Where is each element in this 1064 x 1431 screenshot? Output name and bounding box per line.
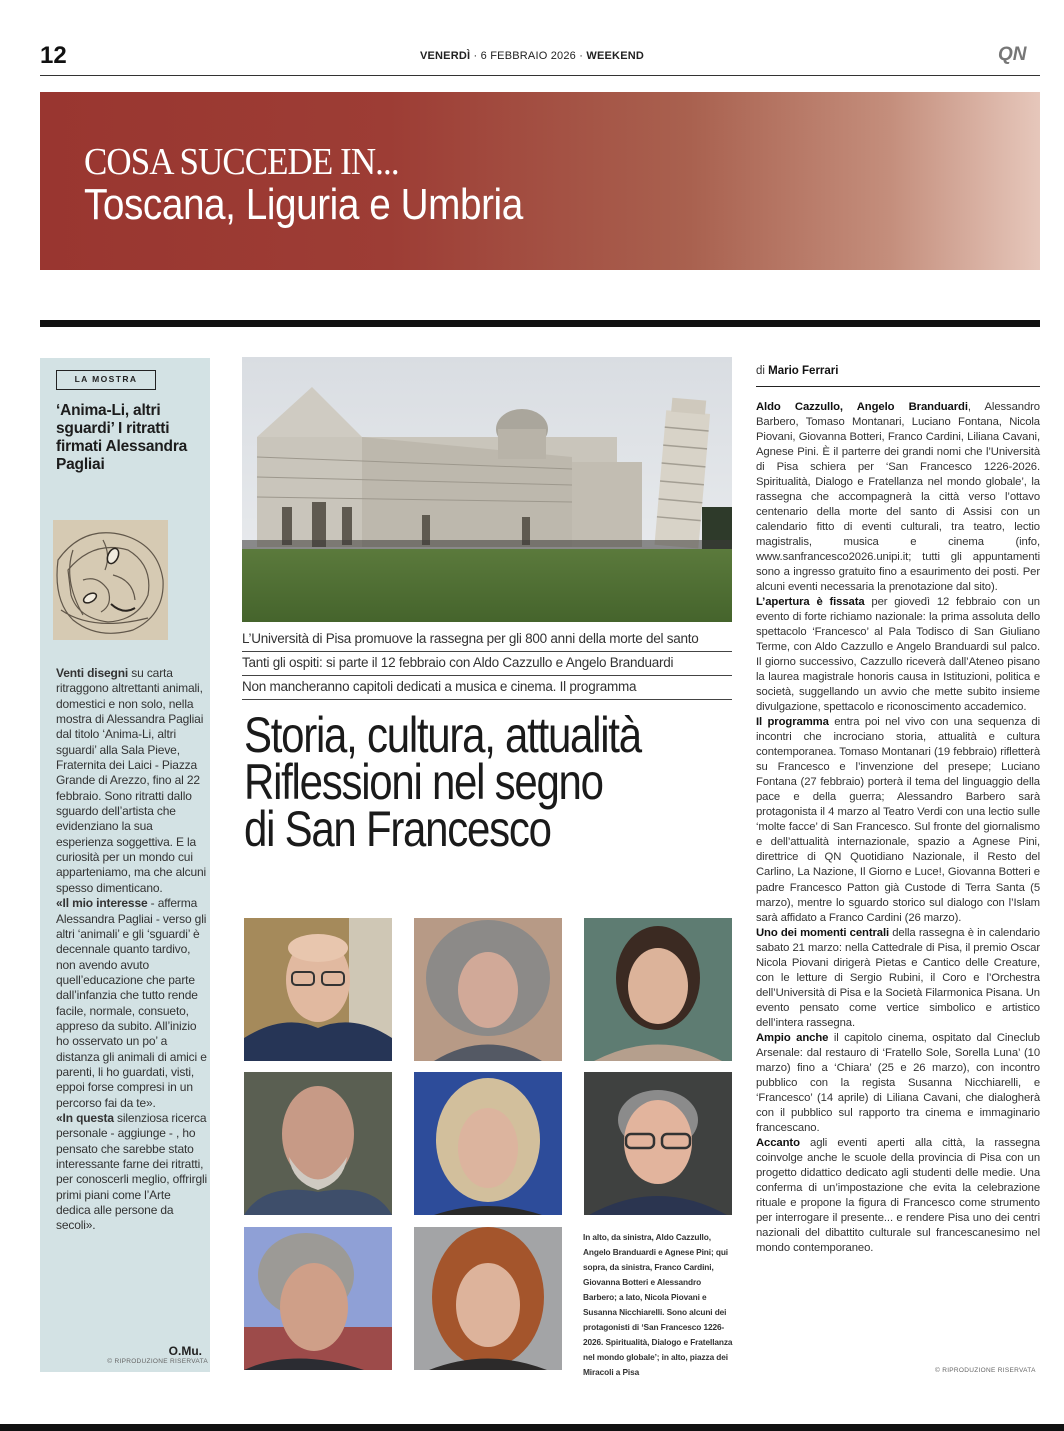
qn-logo-icon: [998, 44, 1040, 64]
sidebar-lead: «Il mio interesse: [56, 896, 148, 911]
sidebar-paragraph: [56, 666, 208, 896]
summary-line: L’Università di Pisa promuove la rassegna per gli 800 anni della morte del santo: [242, 628, 732, 652]
sidebar-paragraph: [56, 896, 208, 1111]
header-rule: [40, 75, 1040, 76]
article-paragraph: [756, 715, 1040, 925]
article-lead: Uno dei momenti centrali: [756, 926, 890, 939]
portrait-photo: [584, 1072, 732, 1215]
sidebar-box: [40, 358, 210, 1372]
article-paragraph: [756, 1031, 1040, 1136]
article-copyright: © RIPRODUZIONE RISERVATA: [935, 1367, 1036, 1374]
article-headline: [244, 707, 664, 857]
photo-caption: In alto, da sinistra, Aldo Cazzullo, Angelo Branduardi e Agnese Pini; qui sopra, da sinistra, Franco Cardini, Giovanna Botteri e Alessandro Barbero; a lato, Nicola Piovani e Susanna Nicchiarelli. Sono alcuni dei protagonisti di ‘San Francesco 1226-2026. Spiritualità, Dialogo e Fratellanza nel mondo globale’; in alto, piazza dei Miracoli a Pisa: [583, 1232, 733, 1377]
logo-text: QN: [998, 44, 1027, 64]
portrait-photo: [244, 1227, 392, 1370]
article-paragraph: [756, 1136, 1040, 1256]
dateline-section: WEEKEND: [586, 50, 645, 62]
dateline-separator: ·: [473, 50, 478, 62]
article-lead: Il programma: [756, 716, 829, 729]
page-bottom-bar: [0, 1424, 1064, 1431]
section-divider: [40, 320, 1040, 327]
dateline-separator: ·: [579, 50, 584, 62]
article-lead: Aldo Cazzullo, Angelo Branduardi: [756, 401, 968, 413]
article-paragraph: [756, 595, 1040, 715]
portrait-photo: [414, 918, 562, 1061]
article-paragraph: [756, 926, 1040, 1031]
sidebar-text: - afferma Alessandra Pagliai - verso gli altri ‘animali’ e gli ‘sguardi’ è decennale quanto tardivo, non avendo avuto quell’educazione che parte dall’infanzia che tutto rende facile, normale, consueto, appreso da subito. All’inizio ho osservato un po’ a distanza gli animali di amici e parenti, li ho guardati, visti, eppoi forse compresi in un percorso fai da te».: [56, 896, 207, 1110]
byline-prefix: di: [756, 365, 769, 377]
portrait-photo: [244, 1072, 392, 1215]
article-summary: [242, 628, 732, 700]
section-banner: [40, 92, 1040, 270]
portrait-photo: [414, 1227, 562, 1370]
article-lead: L’apertura è fissata: [756, 596, 865, 609]
article-text: agli eventi aperti alla città, la rassegna coinvolge anche le scuole della provincia di Pisa con un progetto didattico dedicato agli studenti delle medie. Una conferma di un’impostazione che evita la celebrazione rituale e propone la figura di Francesco come strumento per interrogare il presente... e rendere Pisa uno dei centri nazionali del dibattito culturale sul francescanesimo nel mondo contemporaneo.: [756, 1136, 1040, 1254]
banner-kicker: COSA SUCCEDE IN...: [84, 141, 399, 183]
article-lead: Ampio anche: [756, 1031, 829, 1044]
sidebar-tag: LA MOSTRA: [56, 370, 156, 390]
headline-line: Riflessioni nel segno: [244, 754, 603, 810]
summary-line: Tanti gli ospiti: si parte il 12 febbraio con Aldo Cazzullo e Angelo Branduardi: [242, 652, 732, 676]
article-text: il capitolo cinema, ospitato dal Cineclub Arsenale: dal restauro di ‘Fratello Sole, Sorella Luna’ (10 marzo) fino a ‘Chiara’ (25 e 26 marzo), con incontro pubblico con la regista Susanna Nicchiarelli, e ‘Francesco’ (14 aprile) di Liliana Cavani, che dialogherà con il pubblico sul rapporto tra cinema e immaginario francescano.: [756, 1031, 1040, 1134]
article-text: della rassegna è in calendario sabato 21 marzo: nella Cattedrale di Pisa, il premio Oscar Nicola Piovani dirigerà Pietas e Cantico delle Creature, con le letture di Sergio Rubini, il Coro e l’Orchestra dell’Università di Pisa e la Società Filarmonica Pisana. Un evento pensato come vertice simbolico e artistico dell’intera rassegna.: [756, 926, 1040, 1029]
portrait-photo: [414, 1072, 562, 1215]
portrait-photo: [584, 918, 732, 1061]
sidebar-title: ‘Anima-Li, altri sguardi’ I ritratti firmati Alessandra Pagliai: [56, 402, 188, 473]
byline-rule: [756, 386, 1040, 387]
page-number: 12: [40, 42, 67, 69]
banner-region: Toscana, Liguria e Umbria: [84, 180, 523, 229]
byline: [756, 365, 838, 377]
sidebar-paragraph: [56, 1111, 208, 1234]
headline-line: Storia, cultura, attualità: [244, 707, 641, 763]
headline-line: di San Francesco: [244, 801, 551, 857]
article-body: [756, 400, 1040, 1256]
piazza-miracoli-photo: [242, 357, 732, 622]
dateline: [0, 50, 1064, 62]
portrait-photo: [244, 918, 392, 1061]
article-text: entra poi nel vivo con una sequenza di incontri che incrociano storia, attualità e cultura contemporanea. Tomaso Montanari (19 febbraio) rifletterà su Francesco e l’invenzione del presepe; Luciano Fontana (27 febbraio) porterà il tema del linguaggio della pace e della guerra; Alessandro Barbero sarà protagonista il 4 marzo al Teatro Verdi con una lectio sulle ‘molte facce’ di San Francesco. Sul fronte del giornalismo e dell’attualità internazionale, spazio a Agnese Pini, direttrice di QN Quotidiano Nazionale, il Resto del Carlino, La Nazione, Il Giorno e Luce!, Giovanna Botteri e padre Francesco Patton già Custode di Terra Santa (5 marzo), mentre lo sguardo storico sul dialogo con l’Islam sarà affidato a Franco Cardini (26 marzo).: [756, 716, 1040, 924]
sidebar-body: [56, 666, 208, 1234]
sidebar-text: su carta ritraggono altrettanti animali, domestici e non solo, nella mostra di Alessandra Pagliai dal titolo ‘Anima-Li, altri sguardi’ alla Sala Pieve, Fraternita dei Laici - Piazza Grande di Arezzo, fino al 22 febbraio. Sono ritratti dallo sguardo dell’artista che evidenziano la sua esperienza soggettiva. E la curiosità per un mondo cui apparteniamo, ma che alcuni spesso dimenticano.: [56, 666, 207, 895]
article-text: , Alessandro Barbero, Tomaso Montanari, Luciano Fontana, Nicola Piovani, Giovanna Botteri, Franco Cardini, Liliana Cavani, Agnese Pini. È il parterre dei grandi nomi che l’Università di Pisa schiera per ‘San Francesco 1226-2026. Spiritualità, Dialogo e Fratellanza nel mondo globale’, la rassegna che accompagnerà la città verso l’ottavo centenario della morte del santo di Assisi con un calendario fitto di eventi culturali, tra teatro, lectio magistralis, musica e cinema (info, www.sanfrancesco2026.unipi.it; tutti gli appuntamenti sono a ingresso gratuito fino a esaurimento dei posti. Per alcuni eventi necessaria la prenotazione dal sito).: [756, 401, 1040, 594]
dateline-day: VENERDÌ: [419, 50, 471, 62]
sidebar-lead: Venti disegni: [56, 666, 129, 680]
byline-author: Mario Ferrari: [768, 365, 839, 377]
sidebar-signature: O.Mu.: [168, 1344, 202, 1358]
animal-drawing-image: [53, 520, 168, 640]
sidebar-copyright: © RIPRODUZIONE RISERVATA: [107, 1358, 208, 1365]
sidebar-text: silenziosa ricerca personale - aggiunge - , ho pensato che sarebbe stato interessante farne dei ritratti, per conoscerli meglio, offrirgli primi piani come l’Arte dedica alle persone da secoli».: [56, 1110, 208, 1233]
article-lead: Accanto: [756, 1136, 800, 1149]
summary-line: Non mancheranno capitoli dedicati a musica e cinema. Il programma: [242, 676, 732, 700]
dateline-date: 6 FEBBRAIO 2026: [480, 50, 576, 62]
article-paragraph: [756, 400, 1040, 595]
article-text: per giovedì 12 febbraio con un evento di forte richiamo nazionale: la prima assoluta dello spettacolo ‘Francesco’ al Pala Todisco di San Giuliano Terme, con Aldo Cazzullo e Angelo Branduardi sul palco. Il giorno successivo, Cazzullo riceverà dall’Ateneo pisano la laurea magistrale honoris causa in Istituzioni, politica e società, suggellando un avvio che mette subito insieme divulgazione, spettacolo e riconoscimento accademico.: [756, 596, 1040, 714]
sidebar-lead: «In questa: [56, 1110, 114, 1125]
